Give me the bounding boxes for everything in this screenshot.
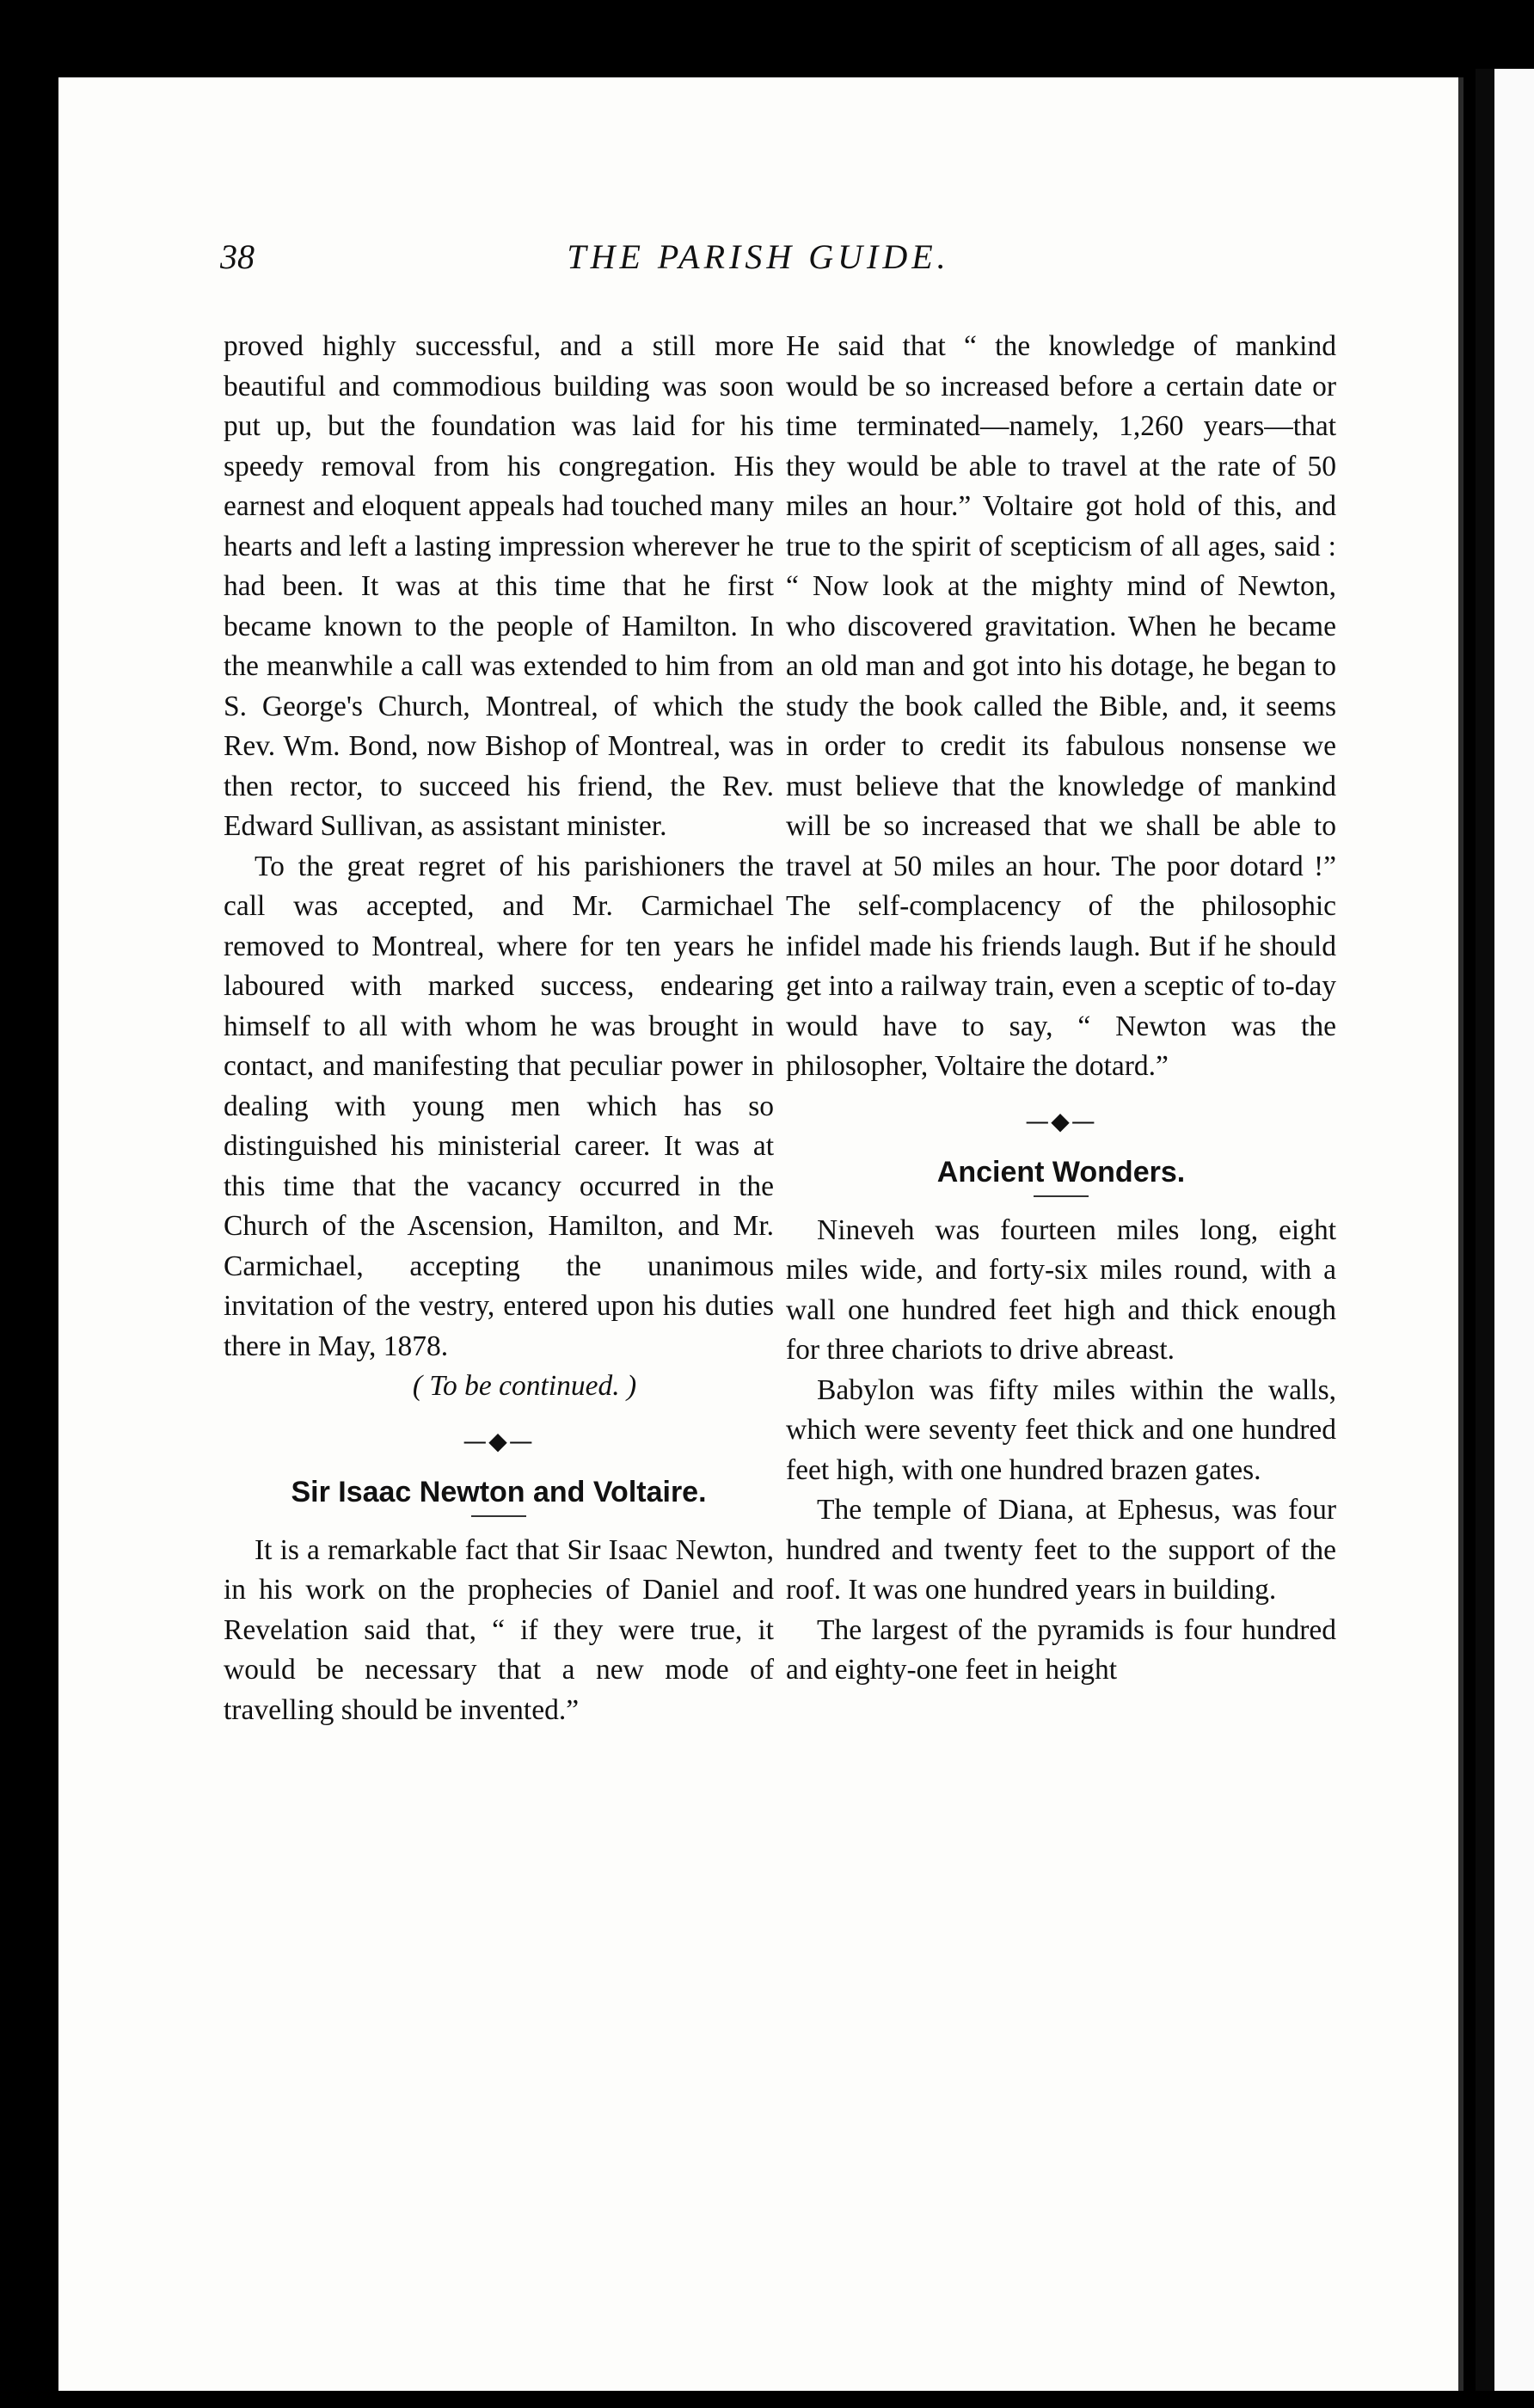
right-paragraph-1: He said that “ the knowledge of mankind would be so increased before a certain date or time terminated—namely, 1,260 years—that they would be able to travel at the rate of 50 miles an hour.” Voltaire got hold of this, and true to the spirit of scepticism of all ages, said : “ Now look at the mighty mind of Newton, who discovered gravitation. When he became an old man and got into his dotage, he began to study the book called the Bible, and, it seems in order to credit its fabulous nonsense we must believe that the knowledge of mankind will be so increased that we shall be able to travel at 50 miles an hour. The poor dotard !” The self-complacency of the philosophic infidel made his friends laugh. But if he should get into a railway train, even a sceptic of to-day would have to say, “ Newton was the philosopher, Voltaire the dotard.” — [786, 330, 1336, 1082]
book-page — [58, 77, 1463, 2391]
right-paragraph-4: The temple of Diana, at Ephesus, was four hundred and twenty feet to the support of the roof. It was one hundred years in building. — [786, 1494, 1336, 1606]
left-paragraph-2: To the great regret of his parishioners the call was accepted, and Mr. Carmichael removed to Montreal, where for ten years he laboured with marked success, endearing himself to all with whom he was brought in contact, and manifesting that peculiar power in dealing with young men which has so distinguished his ministerial career. It was at this time that the vacancy occurred in the Church of the Ascension, Hamilton, and Mr. Carmichael, accepting the unanimous invitation of the vestry, entered upon his duties there in May, 1878. — [224, 850, 774, 1362]
section-ornament: —◆— — [1025, 1106, 1097, 1135]
heading-rule — [471, 1515, 526, 1517]
page-gutter — [1476, 69, 1494, 2391]
continued-note: ( To be continued. ) — [412, 1370, 637, 1402]
page-number: 38 — [220, 237, 255, 276]
right-paragraph-2: Nineveh was fourteen miles long, eight miles wide, and forty-six miles round, with a wall one hundred feet high and thick enough for three chariots to drive abreast. — [786, 1213, 1336, 1366]
left-paragraph-1: proved highly successful, and a still more beautiful and commodious building was soon put up, but the foundation was laid for his speedy removal from his congregation. His earnest and eloquent appeals had touched many hearts and left a lasting impression wherever he had been. It was at this time that he first became known to the people of Hamilton. In the meanwhile a call was extended to him from S. George's Church, Montreal, of which the Rev. Wm. Bond, now Bishop of Montreal, was then rector, to succeed his friend, the Rev. Edward Sullivan, as assistant minister. — [224, 330, 774, 842]
adjacent-page-edge — [1476, 69, 1534, 2391]
left-paragraph-3: It is a remarkable fact that Sir Isaac Newton, in his work on the prophecies of Daniel and Revelation said that, “ if they were true, it would be necessary that a new mode of travelling should be invented.” — [224, 1533, 774, 1726]
left-column — [224, 327, 774, 1730]
section-heading-wonders: Ancient Wonders. — [936, 1155, 1186, 1189]
journal-title: THE PARISH GUIDE. — [567, 237, 950, 276]
heading-rule — [1034, 1195, 1089, 1197]
section-ornament: —◆— — [463, 1426, 535, 1455]
running-head — [58, 236, 1458, 288]
right-paragraph-5: The largest of the pyramids is four hundred and eighty-one feet in height — [786, 1613, 1336, 1686]
right-column — [786, 327, 1336, 1691]
section-heading-newton: Sir Isaac Newton and Voltaire. — [291, 1475, 707, 1508]
right-paragraph-3: Babylon was fifty miles within the walls, which were seventy feet thick and one hundred feet high, with one hundred brazen gates. — [786, 1373, 1336, 1486]
